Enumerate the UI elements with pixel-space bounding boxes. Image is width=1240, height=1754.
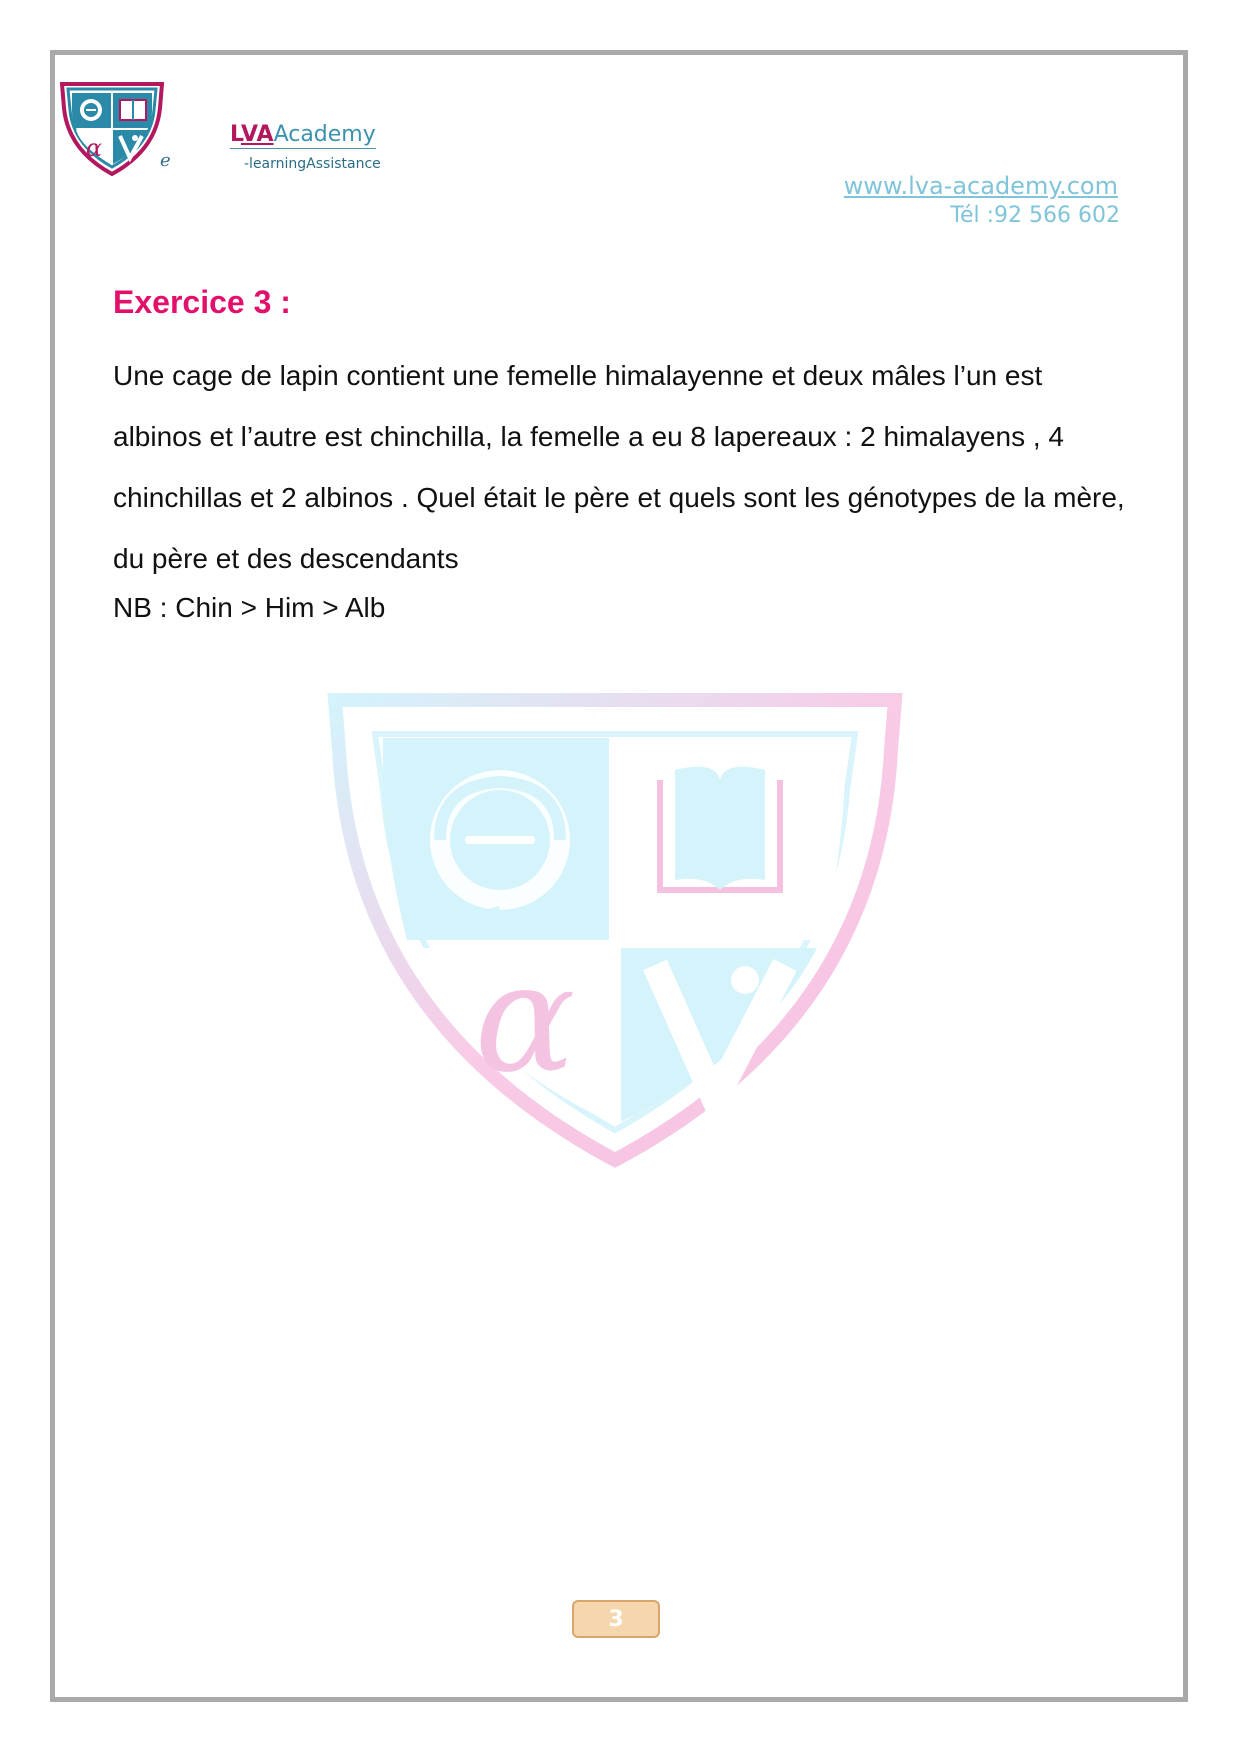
- exercise-statement: Une cage de lapin contient une femelle himalayenne et deux mâles l’un est albinos et l’autre est chinchilla, la femelle a eu 8 lapereaux : 2 himalayens , 4 chinchillas et 2 albinos . Quel était le père et quels sont les génotypes de la mère, du père et des descendants: [113, 360, 1125, 574]
- brand-name: [230, 122, 376, 149]
- dominance-note: NB : Chin > Him > Alb: [113, 592, 386, 623]
- website-link[interactable]: www.lva-academy.com: [843, 172, 1118, 200]
- exercise-title: Exercice 3 :: [113, 284, 291, 320]
- brand-prefix-l: L: [230, 122, 241, 147]
- brand-tagline: -learningAssistance: [244, 156, 381, 172]
- lva-shield-logo: [56, 78, 168, 178]
- brand-suffix: Academy: [273, 122, 376, 147]
- svg-text:α: α: [85, 134, 103, 162]
- page-number: 3: [608, 1606, 624, 1632]
- page-number-badge: [572, 1600, 660, 1638]
- phone-number: Tél :92 566 602: [950, 203, 1120, 228]
- lva-watermark-logo: [325, 690, 905, 1170]
- svg-text:α: α: [474, 932, 576, 1106]
- logo-letter: e: [160, 150, 171, 171]
- brand-prefix-va: VA: [241, 122, 274, 147]
